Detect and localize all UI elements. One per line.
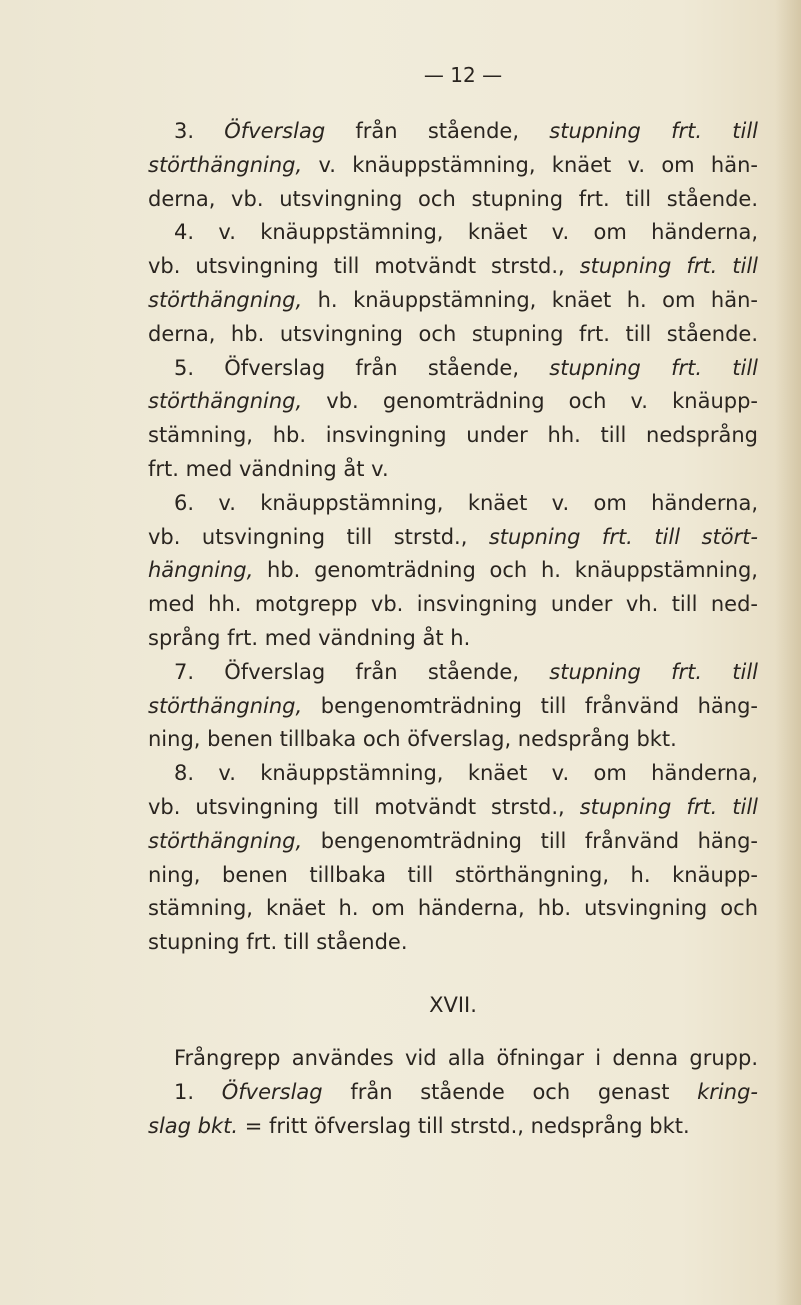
item-number: 3. <box>174 119 195 143</box>
item-line <box>148 284 758 318</box>
text-run: vb. utsvingning till strstd., <box>148 524 489 549</box>
item-number: 6. <box>174 490 195 515</box>
text-run: v. knäuppstämning, knäet v. om händerna, <box>194 220 758 245</box>
italic-term: stupning frt. till stört- <box>488 524 758 549</box>
italic-term: störthängning, <box>148 389 303 414</box>
exercise-item-6 <box>148 487 758 656</box>
item-line <box>148 690 758 724</box>
item-line <box>148 1076 758 1110</box>
italic-term: Öfverslag <box>221 1079 323 1104</box>
text-run: från stående och genast <box>322 1079 698 1104</box>
item-line <box>148 757 758 791</box>
item-line: stämning, knäet h. om händerna, hb. utsvingning och <box>148 896 758 921</box>
text-run: h. knäuppstämning, knäet h. om hän- <box>302 287 758 312</box>
item-line <box>148 554 758 588</box>
item-line: språng frt. med vändning åt h. <box>148 625 471 650</box>
item-line <box>148 149 758 183</box>
item-line: ning, benen tillbaka till störthängning, h. knäupp- <box>148 862 758 887</box>
text-run: Öfverslag från stående, <box>194 355 550 380</box>
text-run: från stående, <box>325 119 550 143</box>
italic-term: störthängning, <box>148 828 303 853</box>
section-intro: Frångrepp användes vid alla öfningar i denna grupp. <box>174 1045 758 1070</box>
exercise-item-4 <box>148 216 758 351</box>
item-number: 5. <box>174 355 195 380</box>
item-line <box>148 216 758 250</box>
exercise-item-3 <box>148 115 758 216</box>
text-run <box>194 1080 222 1104</box>
item-line: frt. med vändning åt v. <box>148 456 389 481</box>
item-line <box>148 656 758 690</box>
section-heading: XVII. <box>429 992 477 1017</box>
item-line <box>148 521 758 555</box>
italic-term: stupning frt. till <box>579 254 758 279</box>
page-text-block <box>148 60 758 1143</box>
text-run: bengenomträdning till frånvänd häng- <box>302 693 758 718</box>
italic-term: stupning frt. till <box>549 659 759 684</box>
italic-term: störthängning, <box>148 693 303 718</box>
item-number: 7. <box>174 659 195 684</box>
italic-term: Öfverslag <box>224 119 326 143</box>
item-line <box>148 115 758 149</box>
item-line <box>148 250 758 284</box>
text-run: bengenomträdning till frånvänd häng- <box>302 828 758 853</box>
item-line <box>148 487 758 521</box>
page-edge-shadow <box>775 0 801 1305</box>
text-run: v. knäuppstämning, knäet v. om händerna, <box>194 761 758 786</box>
item-line: med hh. motgrepp vb. insvingning under vh. till ned- <box>148 592 758 617</box>
item-line: stupning frt. till stående. <box>148 930 408 955</box>
item-line: ning, benen tillbaka och öfverslag, nedsprång bkt. <box>148 727 677 752</box>
item-line: derna, vb. utsvingning och stupning frt. till stående. <box>148 186 758 211</box>
section-xvii-body <box>148 1042 758 1143</box>
item-number: 1. <box>174 1079 195 1104</box>
item-number: 8. <box>174 761 195 786</box>
item-number: 4. <box>174 220 195 245</box>
text-run: v. knäuppstämning, knäet v. om händerna, <box>194 490 758 515</box>
italic-term: hängning, <box>148 558 254 583</box>
italic-term: kring- <box>697 1079 758 1104</box>
exercise-item-5 <box>148 352 758 487</box>
italic-term: stupning frt. till <box>549 355 759 380</box>
italic-term: störthängning, <box>148 287 303 312</box>
exercise-item-7 <box>148 656 758 757</box>
text-run: = fritt öfverslag till strstd., nedsprång bkt. <box>238 1113 690 1138</box>
item-line <box>148 385 758 419</box>
text-run: vb. genomträdning och v. knäupp- <box>302 389 758 414</box>
text-run: Öfverslag från stående, <box>194 659 550 684</box>
text-run: vb. utsvingning till motvändt strstd., <box>148 794 580 819</box>
italic-term: slag bkt. <box>148 1113 239 1138</box>
page-number: — 12 — <box>423 63 503 87</box>
item-line: stämning, hb. insvingning under hh. till nedsprång <box>148 423 758 448</box>
item-line: derna, hb. utsvingning och stupning frt. till stående. <box>148 321 758 346</box>
exercise-item-8 <box>148 757 758 960</box>
item-line <box>148 791 758 825</box>
item-line <box>148 825 758 859</box>
text-run <box>194 119 224 143</box>
text-run: vb. utsvingning till motvändt strstd., <box>148 254 580 279</box>
item-line <box>148 352 758 386</box>
italic-term: stupning frt. till <box>549 119 758 143</box>
text-run: v. knäuppstämning, knäet v. om hän- <box>302 152 758 177</box>
italic-term: stupning frt. till <box>579 794 758 819</box>
item-line <box>148 1110 758 1144</box>
text-run: hb. genomträdning och h. knäuppstämning, <box>253 558 758 583</box>
italic-term: störthängning, <box>148 152 303 177</box>
